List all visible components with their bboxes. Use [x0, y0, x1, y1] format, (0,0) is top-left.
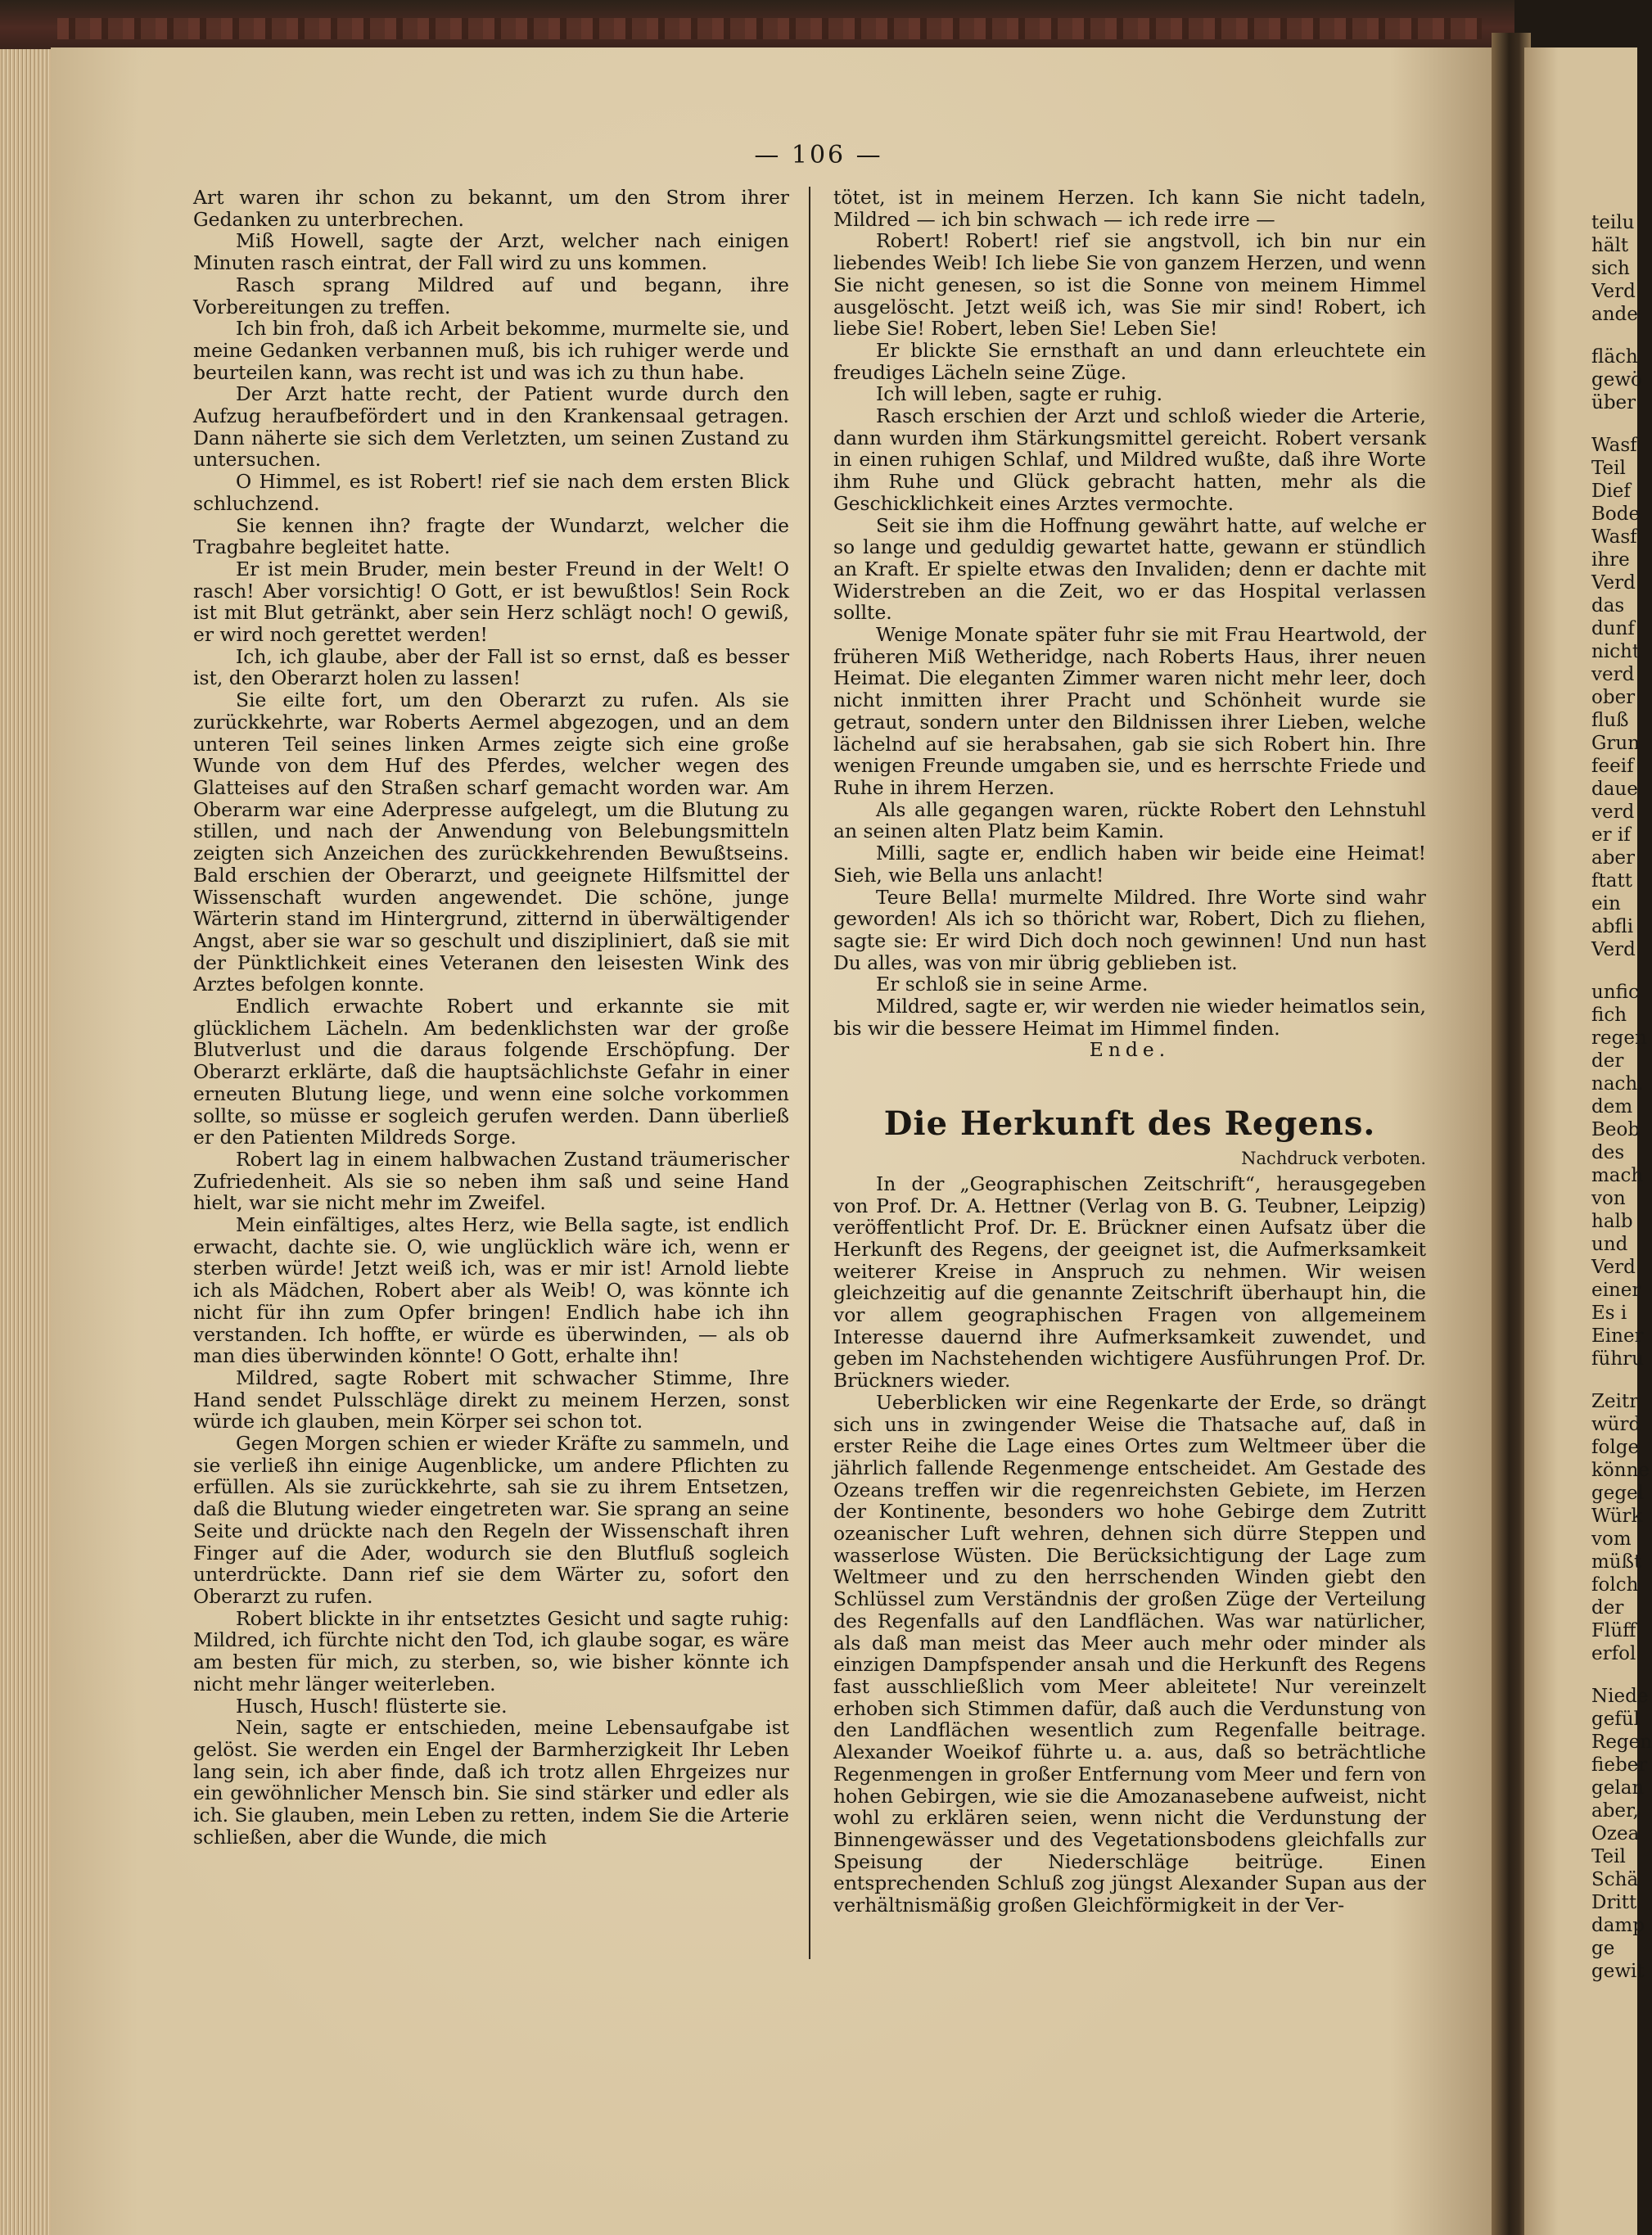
next-page-fragment: ober: [1591, 687, 1636, 708]
story-end-mark: Ende.: [1089, 1038, 1171, 1062]
article-title: Die Herkunft des Regens.: [883, 1104, 1376, 1144]
article-byline: Nachdruck verboten.: [1241, 1149, 1426, 1169]
story-paragraph: Husch, Husch! flüsterte sie.: [236, 1694, 508, 1718]
next-page-fragment: und: [1591, 1234, 1628, 1255]
next-page-fragment: Niede: [1591, 1686, 1649, 1707]
next-page-fragment: würd: [1591, 1414, 1641, 1435]
next-page-fragment: [1591, 1370, 1649, 1390]
next-page-fragment: [1591, 326, 1649, 345]
next-page-fragment: halb: [1591, 1211, 1633, 1232]
story-paragraph: tötet, ist in meinem Herzen. Ich kann Sie nicht tadeln, Mildred — ich bin schwach — ich rede irre —: [833, 186, 1426, 231]
story-paragraph: Endlich erwachte Robert und erkannte sie mit glücklichem Lächeln. Am bedenklichsten war der große Blutverlust und die daraus folgende Erschöpfung. Der Oberarzt erklärte, daß die hauptsächlichste Gefahr in einer erneuten Blutung liege, und wenn eine solche vorkommen sollte, so müsse er sogleich gerufen werden. Dann überließ er den Patienten Mildreds Sorge.: [193, 995, 789, 1149]
next-page-fragment: Verd: [1591, 939, 1636, 960]
story-paragraph: Milli, sagte er, endlich haben wir beide eine Heimat! Sieh, wie Bella uns anlacht!: [833, 842, 1426, 887]
page-edges-left: [0, 49, 57, 2235]
next-page-fragment: sich: [1591, 258, 1630, 279]
next-page-fragment: Dritt: [1591, 1892, 1637, 1913]
next-page-fragment: [1591, 414, 1649, 434]
story-paragraph: Als alle gegangen waren, rückte Robert den Lehnstuhl an seinen alten Platz beim Kamin.: [833, 797, 1426, 843]
story-paragraph: Der Arzt hatte recht, der Patient wurde durch den Aufzug heraufbefördert und in den Krankensaal getragen. Dann näherte sie sich dem Verletzten, um seinen Zustand zu untersuchen.: [193, 382, 789, 472]
right-column: [833, 187, 1426, 1917]
next-page-fragment: mach: [1591, 1165, 1644, 1186]
next-page-fragment: führu: [1591, 1348, 1644, 1370]
next-page-fragment: aber: [1591, 847, 1636, 869]
story-paragraph: Gegen Morgen schien er wieder Kräfte zu sammeln, und sie verließ ihn einige Augenblicke, um andere Pflichten zu erfüllen. Als sie zurückkehrte, sah sie zu ihrem Entsetzen, daß die Blutung wieder eingetreten war. Sie sprang an seine Seite und drückte nach den Regeln der Wissenschaft ihren Finger auf die Ader, wodurch sie den Blutfluß sogleich unterdrückte. Dann rief sie dem Wärter zu, sofort den Oberarzt zu rufen.: [193, 1432, 789, 1608]
next-page-fragment: Flüff: [1591, 1620, 1636, 1641]
next-page-fragment: er if: [1591, 824, 1631, 846]
story-paragraph: Miß Howell, sagte der Arzt, welcher nach einigen Minuten rasch eintrat, der Fall wird zu uns kommen.: [193, 229, 789, 275]
next-page-fragment: folge: [1591, 1437, 1640, 1458]
next-page-fragment: hält: [1591, 235, 1629, 256]
next-page-fragment: Teil: [1591, 1846, 1626, 1867]
next-page-fragment: Würk: [1591, 1506, 1643, 1527]
left-column: [193, 187, 789, 1848]
story-paragraph: Er schloß sie in seine Arme.: [876, 973, 1149, 996]
page-number: — 106 —: [754, 141, 883, 169]
next-page-fragment: fluß: [1591, 710, 1629, 731]
next-page-fragment: Verd: [1591, 572, 1636, 594]
next-page-fragment: der: [1591, 1050, 1624, 1072]
story-paragraph: Seit sie ihm die Hoffnung gewährt hatte, auf welche er so lange und geduldig gewartet hatte, gewann er stündlich an Kraft. Er spielte etwas den Invaliden; denn er dachte mit Widerstreben an die Zeit, wo er das Hospital verlassen sollte.: [833, 513, 1426, 625]
next-page-fragment: teilu: [1591, 212, 1635, 233]
next-page-fragment: müßt: [1591, 1551, 1642, 1573]
next-page-fragment: dem: [1591, 1096, 1633, 1118]
next-page-fragment: fich: [1591, 1005, 1627, 1026]
next-page-fragment: gegel: [1591, 1483, 1645, 1504]
story-paragraph: O Himmel, es ist Robert! rief sie nach dem ersten Blick schluchzend.: [193, 470, 789, 515]
next-page-fragment: Bode: [1591, 503, 1641, 525]
next-page-fragment: könne: [1591, 1460, 1650, 1481]
next-page-fragment: unfic: [1591, 982, 1639, 1003]
next-page-fragment: fieber: [1591, 1754, 1648, 1776]
next-page-fragment: Wasf: [1591, 526, 1637, 548]
next-page-fragment: ein: [1591, 893, 1621, 914]
story-paragraph: Robert lag in einem halbwachen Zustand träumerischer Zufriedenheit. Als sie so neben ihm saß und seine Hand hielt, war sie nicht mehr im Zweifel.: [193, 1147, 789, 1215]
next-page-fragment: Ozea: [1591, 1823, 1640, 1844]
next-page-fragment: nach.: [1591, 1073, 1644, 1095]
next-page-fragment: feeif: [1591, 756, 1634, 777]
next-page-fragment: erfol: [1591, 1643, 1636, 1664]
next-page-fragment: das: [1591, 595, 1625, 616]
next-page-fragment: [1591, 961, 1649, 981]
story-paragraph: Mildred, sagte Robert mit schwacher Stimme, Ihre Hand sendet Pulsschläge direkt zu meinem Herzen, sonst würde ich glauben, mein Körper sei schon tot.: [193, 1366, 789, 1434]
article-body: [833, 1173, 1426, 1917]
next-page-fragment: Verd: [1591, 281, 1636, 302]
next-page-fragment: regen: [1591, 1027, 1647, 1049]
next-page-fragment: Teil: [1591, 458, 1626, 479]
story-paragraph: Nein, sagte er entschieden, meine Lebensaufgabe ist gelöst. Sie werden ein Engel der Barmherzigkeit Ihr Leben lang sein, ich aber finde, daß ich trotz allen Ehrgeizes nur ein gewöhnlicher Mensch bin. Sie sind stärker und edler als ich. Sie glauben, mein Leben zu retten, indem Sie die Arterie schließen, aber die Wunde, die mich: [193, 1716, 789, 1849]
story-paragraph: Sie eilte fort, um den Oberarzt zu rufen. Als sie zurückkehrte, war Roberts Aermel abgezogen, und an dem unteren Teil seines linken Armes zeigte sich eine große Wunde von dem Huf des Pferdes, welcher wegen des Glatteises auf den Straßen scharf gemacht worden war. Am Oberarm war eine Aderpresse aufgelegt, um die Blutung zu stillen, und nach der Anwendung von Belebungsmitteln zeigten sich Anzeichen des zurückkehrenden Bewußtseins. Bald erschien der Oberarzt, und geeignete Hilfsmittel der Wissenschaft wurden angewendet. Die schöne, junge Wärterin stand im Hintergrund, zitternd in überwältigender Angst, aber sie war so geschult und diszipliniert, daß sie mit der Pünktlichkeit eines Veteranen den leisesten Wink des Arztes befolgen konnte.: [193, 689, 789, 996]
next-page-fragment: des: [1591, 1142, 1625, 1163]
next-page-fragment: verd: [1591, 801, 1635, 823]
next-page-fragment: Beob: [1591, 1119, 1641, 1140]
next-page-fragment: vom: [1591, 1528, 1632, 1550]
next-page-fragment: über: [1591, 392, 1636, 413]
story-paragraph: Ich bin froh, daß ich Arbeit bekomme, murmelte sie, und meine Gedanken verbannen muß, bis ich ruhiger werde und beurteilen kann, was recht ist und was ich zu thun habe.: [193, 317, 789, 384]
next-page-fragment: gewö: [1591, 369, 1642, 391]
next-page-fragment: ihre: [1591, 549, 1630, 571]
next-page-fragment: Wasf: [1591, 435, 1637, 456]
next-page-fragment: dunf: [1591, 618, 1635, 639]
story-paragraph: Mildred, sagte er, wir werden nie wieder heimatlos sein, bis wir die bessere Heimat im Himmel finden.: [833, 995, 1426, 1040]
story-paragraph: Art waren ihr schon zu bekannt, um den Strom ihrer Gedanken zu unterbrechen.: [193, 186, 789, 231]
next-page-fragment: [1591, 1665, 1649, 1685]
story-paragraph: Ich, ich glaube, aber der Fall ist so ernst, daß es besser ist, den Oberarzt holen zu lassen!: [193, 644, 789, 690]
next-page-fragment: der: [1591, 1597, 1624, 1619]
next-page-fragment: fläch: [1591, 346, 1638, 368]
article-paragraph: Ueberblicken wir eine Regenkarte der Erde, so drängt sich uns in zwingender Weise die Thatsache auf, daß in erster Reihe die Lage eines Ortes zum Weltmeer über die jährlich fallende Regenmenge entscheidet. Am Gestade des Ozeans treffen wir die regenreichsten Gebiete, im Herzen der Kontinente, besonders wo hohe Gebirge dem Zutritt ozeanischer Luft wehren, dehnen sich dürre Steppen und wasserlose Wüsten. Die Berücksichtigung der Lage zum Weltmeer und zu den herrschenden Winden giebt den Schlüssel zum Verständnis der großen Züge der Verteilung des Regenfalls auf den Landflächen. Was war natürlicher, als daß man meist das Meer auch mehr oder minder als einzigen Dampfspender ansah und die Herkunft des Regens fast ausschließlich vom Meer ableitete! Nur vereinzelt erhoben sich Stimmen dafür, daß auch die Verdunstung von den Landflächen wesentlich zum Regenfalle beitrage. Alexander Woeikof führte u. a. aus, daß so beträchtliche Regenmengen in großer Entfernung vom Meer und fern von hohen Gebirgen, wie sie die Amozanasebene aufweist, nicht wohl zu erklären seien, wenn nicht die Verdunstung der Binnengewässer und des Vegetationsbodens gleichfalls zur Speisung der Niederschläge beitrüge. Einen entsprechenden Schluß zog jüngst Alexander Supan aus der verhältnismäßig großen Gleichförmigkeit in der Ver-: [833, 1390, 1426, 1917]
next-page-fragment: gewit: [1591, 1961, 1645, 1982]
story-paragraph: Rasch erschien der Arzt und schloß wieder die Arterie, dann wurden ihm Stärkungsmittel gereicht. Robert versank in einen ruhigen Schlaf, und Mildred wußte, daß ihre Worte ihm Ruhe und Glück gebracht hatten, mehr als die Geschicklichkeit eines Arztes vermochte.: [833, 404, 1426, 515]
story-paragraph: Er blickte Sie ernsthaft an und dann erleuchtete ein freudiges Lächeln seine Züge.: [833, 338, 1426, 384]
story-paragraph: Teure Bella! murmelte Mildred. Ihre Worte sind wahr geworden! Als ich so thöricht war, Robert, Dich zu fliehen, sagte sie: Er wird Dich doch noch gewinnen! Und nun hast Du alles, was von mir übrig geblieben ist.: [833, 885, 1426, 974]
next-page-fragment: ftatt: [1591, 870, 1632, 892]
next-page-fragment: folch: [1591, 1574, 1639, 1596]
next-page-fragment: verd: [1591, 664, 1635, 685]
next-page-fragment: Es i: [1591, 1303, 1627, 1324]
next-page-fragment: einer: [1591, 1280, 1641, 1301]
next-page-fragment: Dief: [1591, 481, 1631, 502]
next-page-fragment: aber,: [1591, 1800, 1639, 1822]
story-paragraph: Robert! Robert! rief sie angstvoll, ich bin nur ein liebendes Weib! Ich liebe Sie von ganzem Herzen, und wenn Sie nicht genesen, so ist die Sonne von meinem Himmel ausgelöscht. Jetzt weiß ich, was Sie mir sind! Robert, ich liebe Sie! Robert, leben Sie! Leben Sie!: [833, 229, 1426, 341]
story-paragraph: Mein einfältiges, altes Herz, wie Bella sagte, ist endlich erwacht, dachte sie. O, wie unglücklich wäre ich, wenn er sterben würde! Jetzt weiß ich, was er mir ist! Arnold liebte ich als Mädchen, Robert aber als Weib! O, was könnte ich nicht für ihn zum Opfer bringen! Endlich habe ich ihn verstanden. Ich hoffte, er würde es überwinden, — als ob man dies überwinden könnte! O Gott, erhalte ihn!: [193, 1213, 789, 1368]
column-rule: [809, 187, 810, 1959]
next-page-fragment: gefül: [1591, 1709, 1641, 1730]
story-paragraph: Sie kennen ihn? fragte der Wundarzt, welcher die Tragbahre begleitet hatte.: [193, 513, 789, 559]
story-paragraph: Rasch sprang Mildred auf und begann, ihre Vorbereitungen zu treffen.: [193, 273, 789, 318]
next-page-fragment: von: [1591, 1188, 1626, 1209]
story-continuation: [833, 187, 1426, 1039]
next-page-fragment: gelan: [1591, 1777, 1645, 1799]
next-page-fragment: Verd: [1591, 1257, 1636, 1278]
next-page-fragment: Einer: [1591, 1325, 1644, 1347]
next-page-fragment: abfli: [1591, 916, 1634, 937]
story-paragraph: Ich will leben, sagte er ruhig.: [876, 382, 1163, 406]
next-page-fragment: damp: [1591, 1915, 1645, 1936]
next-page-fragment: Zeitr: [1591, 1391, 1639, 1412]
next-page-fragment: Schä: [1591, 1869, 1639, 1890]
next-page-fragment: Regen: [1591, 1732, 1652, 1753]
story-paragraph: Er ist mein Bruder, mein bester Freund in der Welt! O rasch! Aber vorsichtig! O Gott, er ist bewußtlos! Sein Rock ist mit Blut getränkt, aber sein Herz schlägt noch! O gewiß, er wird noch gerettet werden!: [193, 557, 789, 647]
story-paragraph: Robert blickte in ihr entsetztes Gesicht und sagte ruhig: Mildred, ich fürchte nicht den Tod, ich glaube sogar, es wäre am besten für mich, zu sterben, so, wie bisher könnte ich nicht mehr länger weiterleben.: [193, 1606, 789, 1695]
next-page-fragment: ge: [1591, 1938, 1615, 1959]
story-paragraph: Wenige Monate später fuhr sie mit Frau Heartwold, der früheren Miß Wetheridge, nach Roberts Haus, ihrer neuen Heimat. Die eleganten Zimmer waren nicht mehr leer, doch nicht inmitten ihrer Pracht und Schönheit wurde sie getraut, sondern unter den Bildnissen ihrer Lieben, welche lächelnd auf sie herabsahen, gab sie sich Robert hin. Ihre wenigen Freunde umgaben sie, und es herrschte Friede und Ruhe in ihrem Herzen.: [833, 623, 1426, 799]
next-page-text-fragments: [1591, 211, 1652, 1983]
next-page-fragment: Grun: [1591, 733, 1640, 754]
next-page-fragment: nicht: [1591, 641, 1641, 662]
next-page-fragment: ande: [1591, 304, 1638, 325]
next-page-fragment: daue: [1591, 779, 1638, 800]
article-paragraph: In der „Geographischen Zeitschrift“, herausgegeben von Prof. Dr. A. Hettner (Verlag von B. G. Teubner, Leipzig) veröffentlicht Prof. Dr. E. Brückner einen Aufsatz über die Herkunft des Regens, der geeignet ist, die Aufmerksamkeit weiterer Kreise in Anspruch zu nehmen. Wir weisen gleichzeitig auf die genannte Zeitschrift überhaupt hin, die vor allem geographischen Fragen von allgemeinem Interesse dauernd ihre Aufmerksamkeit zuwendet, und geben im Nachstehenden wichtigere Ausführungen Prof. Dr. Brückners wieder.: [833, 1172, 1426, 1393]
